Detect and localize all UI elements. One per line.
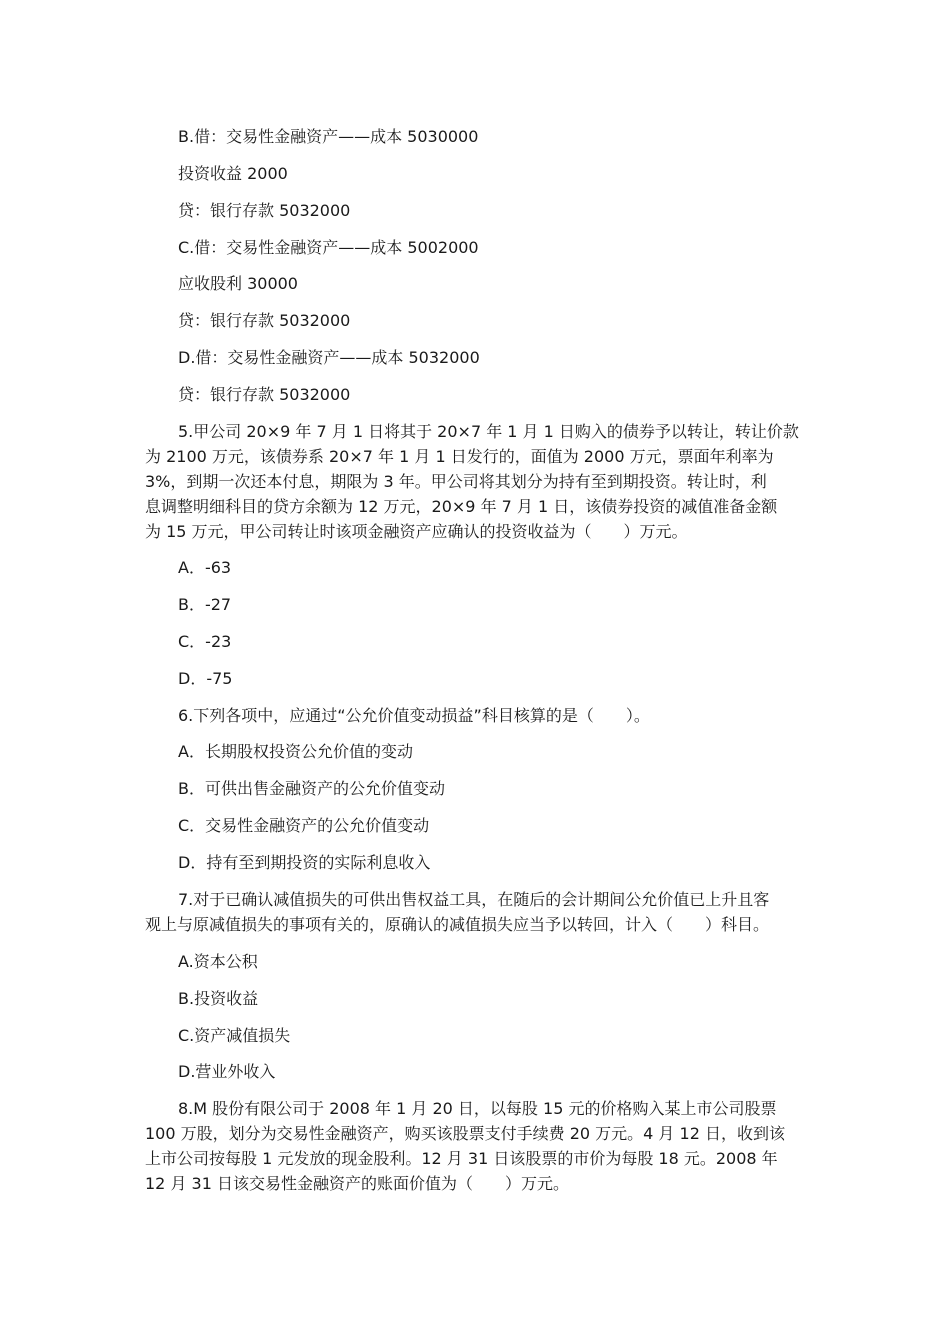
question-6-option-d: D．持有至到期投资的实际利息收入 <box>178 853 431 872</box>
question-8-line-4: 12 月 31 日该交易性金融资产的账面价值为（ ）万元。 <box>145 1174 569 1193</box>
option-b-credit-line: 贷：银行存款 5032000 <box>178 201 351 220</box>
question-5-line-1: 5.甲公司 20×9 年 7 月 1 日将其于 20×7 年 1 月 1 日购入的债券予以转让，转让价款 <box>178 422 799 441</box>
question-5-option-a: A．-63 <box>178 558 232 577</box>
question-7-option-d: D.营业外收入 <box>178 1062 276 1081</box>
question-5-line-2: 为 2100 万元，该债券系 20×7 年 1 月 1 日发行的，面值为 2000 万元，票面年利率为 <box>145 447 774 466</box>
question-8-line-2: 100 万股，划分为交易性金融资产，购买该股票支付手续费 20 万元。4 月 12 日，收到该 <box>145 1124 785 1143</box>
question-7-line-1: 7.对于已确认减值损失的可供出售权益工具，在随后的会计期间公允价值已上升且客 <box>178 890 770 909</box>
question-5-line-3: 3%，到期一次还本付息，期限为 3 年。甲公司将其划分为持有至到期投资。转让时，利 <box>145 472 767 491</box>
option-c-credit-line: 贷：银行存款 5032000 <box>178 311 351 330</box>
question-5-option-d: D．-75 <box>178 669 233 688</box>
question-5-line-5: 为 15 万元，甲公司转让时该项金融资产应确认的投资收益为（ ）万元。 <box>145 522 688 541</box>
question-5-option-b: B．-27 <box>178 595 232 614</box>
question-8-line-3: 上市公司按每股 1 元发放的现金股利。12 月 31 日该股票的市价为每股 18 元。2008 年 <box>145 1149 778 1168</box>
question-7-line-2: 观上与原减值损失的事项有关的，原确认的减值损失应当予以转回，计入（ ）科目。 <box>145 915 770 934</box>
question-7-option-b: B.投资收益 <box>178 989 259 1008</box>
question-6-option-a: A．长期股权投资公允价值的变动 <box>178 742 413 761</box>
question-6-option-b: B．可供出售金融资产的公允价值变动 <box>178 779 445 798</box>
option-b-investment-income-line: 投资收益 2000 <box>178 164 288 183</box>
question-6-option-c: C．交易性金融资产的公允价值变动 <box>178 816 430 835</box>
option-c-dividend-line: 应收股利 30000 <box>178 274 298 293</box>
option-c-debit-line: C.借：交易性金融资产——成本 5002000 <box>178 238 479 257</box>
question-5-line-4: 息调整明细科目的贷方余额为 12 万元，20×9 年 7 月 1 日，该债券投资的减值准备金额 <box>145 497 778 516</box>
option-b-debit-line: B.借：交易性金融资产——成本 5030000 <box>178 127 479 146</box>
question-7-option-a: A.资本公积 <box>178 952 258 971</box>
question-5-option-c: C．-23 <box>178 632 232 651</box>
question-7-option-c: C.资产减值损失 <box>178 1026 291 1045</box>
question-6-stem: 6.下列各项中，应通过“公允价值变动损益”科目核算的是（ ）。 <box>178 706 650 725</box>
question-8-line-1: 8.M 股份有限公司于 2008 年 1 月 20 日，以每股 15 元的价格购入某上市公司股票 <box>178 1099 777 1118</box>
option-d-debit-line: D.借：交易性金融资产——成本 5032000 <box>178 348 480 367</box>
option-d-credit-line: 贷：银行存款 5032000 <box>178 385 351 404</box>
